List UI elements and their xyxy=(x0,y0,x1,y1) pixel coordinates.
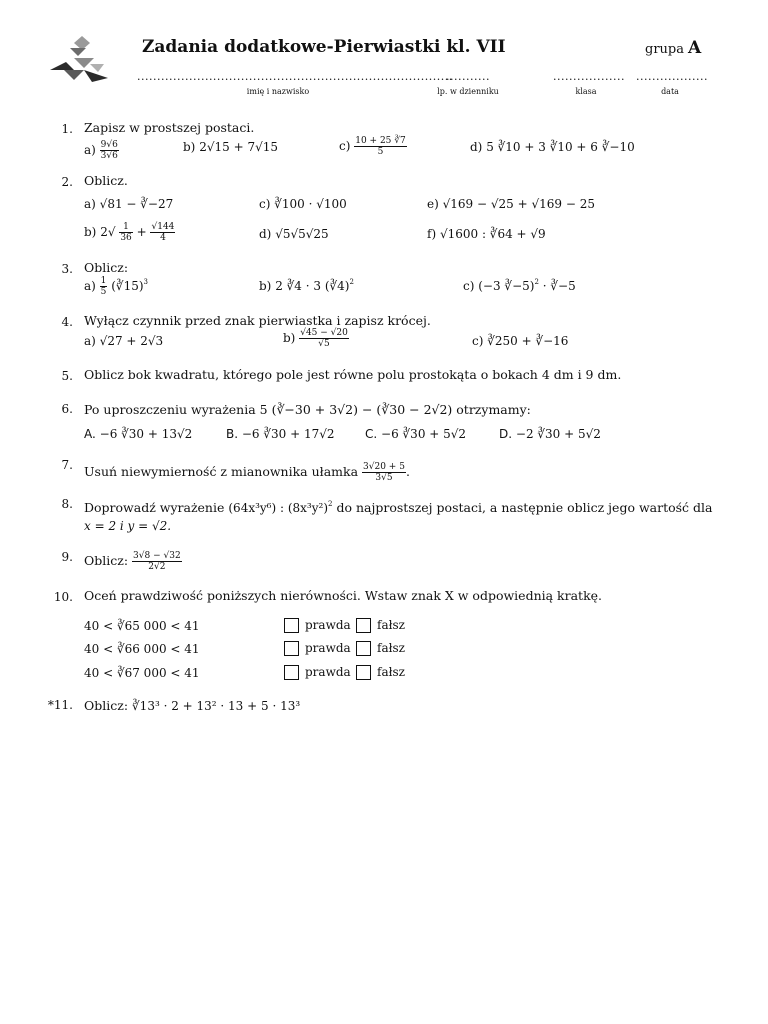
task-number: 10. xyxy=(53,590,73,604)
date-caption: data xyxy=(661,87,679,96)
task-text: Doprowadź wyrażenie (64x³y⁶) : $(8x^3y^2)^2$ do najprostszej postaci, a następnie oblicz jego wartość dla xyxy=(84,500,713,515)
task-number: 9. xyxy=(61,550,73,564)
task4-a: a) √27 + 2√3 xyxy=(84,334,164,348)
task-number: *11. xyxy=(47,698,73,712)
task-number: 2. xyxy=(61,175,73,189)
task-number: 1. xyxy=(61,122,73,136)
class-number-field-line[interactable]: ........... xyxy=(446,70,490,83)
answer-option-a[interactable]: A. −6 ∛30 + 13√2 xyxy=(84,427,193,441)
task1-b: b) 2√15 + 7√15 xyxy=(183,140,278,154)
task-text: Po uproszczeniu wyrażenia 5 (∛−30 + 3√2) − (∛30 − 2√2) otrzymamy: xyxy=(84,402,531,417)
task3-a: a) $\frac{1}{5}$ (∛15)$^3$ xyxy=(84,276,148,297)
task2-e: e) √169 − √25 + √169 − 25 xyxy=(427,197,595,211)
task8-line2: x = 2 i y = √2. xyxy=(84,519,172,533)
false-checkbox[interactable]: fałsz xyxy=(356,641,405,656)
date-field-line[interactable]: .................. xyxy=(636,70,708,83)
task1-d: d) 5 ∛10 + 3 ∛10 + 6 ∛−10 xyxy=(470,140,635,154)
task-text: Oblicz. xyxy=(84,173,128,188)
answer-option-b[interactable]: B. −6 ∛30 + 17√2 xyxy=(226,427,335,441)
task-text: Wyłącz czynnik przed znak pierwiastka i zapisz krócej. xyxy=(84,313,431,328)
task-text: Oceń prawdziwość poniższych nierówności. Wstaw znak X w odpowiednią kratkę. xyxy=(84,588,603,603)
group-label: grupa xyxy=(645,42,684,57)
task2-a: a) √81 − ∛−27 xyxy=(84,197,174,211)
name-caption: imię i nazwisko xyxy=(246,87,310,96)
answer-option-c[interactable]: C. −6 ∛30 + 5√2 xyxy=(365,427,467,441)
task-number: 4. xyxy=(61,315,73,329)
answer-option-d[interactable]: D. −2 ∛30 + 5√2 xyxy=(499,427,601,441)
task-number: 6. xyxy=(61,402,73,416)
task-number: 7. xyxy=(61,458,73,472)
class-field-line[interactable]: .................. xyxy=(553,70,625,83)
task2-b: b) 2√ $\frac{1}{36}$ + $\frac{√144}{4}$ xyxy=(84,222,175,243)
page-title: Zadania dodatkowe-Pierwiastki kl. VII xyxy=(142,37,506,57)
task-number: 3. xyxy=(61,262,73,276)
task3-b: b) 2 ∛4 · 3 (∛4)$^2$ xyxy=(259,278,354,293)
class-number-caption: lp. w dzienniku xyxy=(437,87,499,96)
task4-c: c) ∛250 + ∛−16 xyxy=(472,334,569,348)
task2-c: c) ∛100 · √100 xyxy=(259,197,347,211)
false-checkbox[interactable]: fałsz xyxy=(356,618,405,633)
task3-c: c) (−3 ∛−5)$^2$ · ∛−5 xyxy=(463,278,576,293)
task-number: 5. xyxy=(61,369,73,383)
group-indicator xyxy=(645,38,701,58)
name-field-line[interactable]: ............................................................................... xyxy=(137,70,453,83)
inequality-expression: 40 < ∛66 000 < 41 xyxy=(84,642,200,656)
class-caption: klasa xyxy=(575,87,597,96)
task-text: Oblicz: ∛13³ · 2 + 13² · 13 + 5 · 13³ xyxy=(84,698,301,713)
task1-a: a) $\frac{9√6}{3√6}$ xyxy=(84,140,118,161)
task1-c: c) $\frac{10 + 25 ∛7}{5}$ xyxy=(339,136,406,157)
true-checkbox[interactable]: prawda xyxy=(284,641,351,656)
task2-f: f) √1600 : ∛64 + √9 xyxy=(427,227,546,241)
task2-d: d) √5√5√25 xyxy=(259,227,329,241)
task-text: Oblicz bok kwadratu, którego pole jest równe polu prostokąta o bokach 4 dm i 9 dm. xyxy=(84,367,622,382)
tangram-logo xyxy=(48,34,114,86)
task-number: 8. xyxy=(61,497,73,511)
task-text: Zapisz w prostszej postaci. xyxy=(84,120,255,135)
task4-b: b) $\frac{√45 - √20}{√5}$ xyxy=(283,328,348,349)
task-text: Oblicz: $\frac{3√8 - √32}{2√2}$ xyxy=(84,551,181,572)
inequality-expression: 40 < ∛65 000 < 41 xyxy=(84,619,200,633)
group-value: A xyxy=(687,38,702,58)
inequality-expression: 40 < ∛67 000 < 41 xyxy=(84,666,200,680)
false-checkbox[interactable]: fałsz xyxy=(356,665,405,680)
task-text: Oblicz: xyxy=(84,260,129,275)
true-checkbox[interactable]: prawda xyxy=(284,665,351,680)
true-checkbox[interactable]: prawda xyxy=(284,618,351,633)
task-text: Usuń niewymierność z mianownika ułamka $\frac{3√20 + 5}{3√5}$ . xyxy=(84,462,410,483)
